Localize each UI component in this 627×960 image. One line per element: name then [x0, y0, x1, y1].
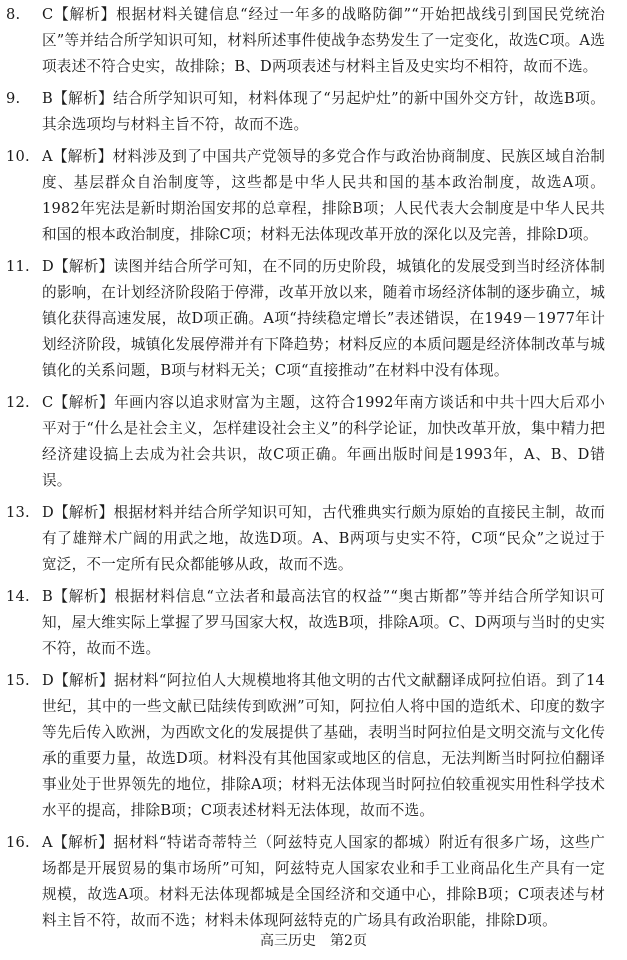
item-explanation: D【解析】根据材料并结合所学知识可知，古代雅典实行颇为原始的直接民主制，故而有了雄辩术广阔的用武之地，故选D项。A、B两项与史实不符，C项“民众”之说过于宽泛，不一定所有民众都能够从政，故而不选。 — [42, 504, 605, 573]
item-explanation: B【解析】结合所学知识可知，材料体现了“另起炉灶”的新中国外交方针，故选B项。其余选项均与材料主旨不符，故而不选。 — [42, 90, 605, 133]
item-number: 16. — [6, 834, 30, 851]
item-number: 9. — [6, 90, 21, 107]
item-explanation: C【解析】根据材料关键信息“经过一年多的战略防御”“开始把战线引到国民党统治区”等并结合所学知识可知，材料所述事件使战争态势发生了一定变化，故选C项。A选项表述不符合史实，故排除；B、D两项表述与材料主旨及史实均不相符，故而不选。 — [42, 6, 605, 75]
answer-item-16 — [6, 830, 605, 934]
answer-item-11 — [6, 254, 605, 384]
item-number: 15. — [6, 672, 30, 689]
item-explanation: C【解析】年画内容以追求财富为主题，这符合1992年南方谈话和中共十四大后邓小平对于“什么是社会主义，怎样建设社会主义”的科学论证，加快改革开放，集中精力把经济建设搞上去成为社会共识，故C项正确。年画出版时间是1993年，A、B、D错误。 — [42, 394, 605, 489]
page-footer: 高三历史 第2页 — [260, 933, 367, 949]
item-explanation: B【解析】根据材料信息“立法者和最高法官的权益”“奥古斯都”等并结合所学知识可知，屋大维实际上掌握了罗马国家大权，故选B项，排除A项。C、D两项与当时的史实不符，故而不选。 — [42, 588, 605, 657]
item-number: 8. — [6, 6, 21, 23]
item-explanation: D【解析】读图并结合所学可知，在不同的历史阶段，城镇化的发展受到当时经济体制的影响，在计划经济阶段陷于停滞，改革开放以来，随着市场经济体制的逐步确立，城镇化获得高速发展，故D项正确。A项“持续稳定增长”表述错误，在1949－1977年计划经济阶段，城镇化发展停滞并有下降趋势；材料反应的本质问题是经济体制改革与城镇化的关系问题，B项与材料无关；C项“直接推动”在材料中没有体现。 — [42, 258, 605, 379]
item-explanation: A【解析】材料涉及到了中国共产党领导的多党合作与政治协商制度、民族区域自治制度、基层群众自治制度等，这些都是中华人民共和国的基本政治制度，故选A项。1982年宪法是新时期治国安邦的总章程，排除B项；人民代表大会制度是中华人民共和国的根本政治制度，排除C项；材料无法体现改革开放的深化以及完善，排除D项。 — [42, 148, 605, 243]
answer-item-12 — [6, 390, 605, 494]
answer-item-9 — [6, 86, 605, 138]
item-number: 11. — [6, 258, 30, 275]
item-explanation: A【解析】据材料“特诺奇蒂特兰（阿兹特克人国家的都城）附近有很多广场，这些广场都是开展贸易的集市场所”可知，阿兹特克人国家农业和手工业商品化生产具有一定规模，故选A项。材料无法体现都城是全国经济和交通中心，排除B项；C项表述与材料主旨不符，故而不选；材料未体现阿兹特克的广场具有政治职能，排除D项。 — [42, 834, 605, 929]
answer-item-15 — [6, 668, 605, 824]
item-number: 13. — [6, 504, 30, 521]
answer-item-14 — [6, 584, 605, 662]
item-number: 14. — [6, 588, 30, 605]
item-number: 10. — [6, 148, 30, 165]
item-explanation: D【解析】据材料“阿拉伯人大规模地将其他文明的古代文献翻译成阿拉伯语。到了14世纪，其中的一些文献已陆续传到欧洲”可知，阿拉伯人将中国的造纸术、印度的数字等先后传入欧洲，为西欧文化的发展提供了基础，表明当时阿拉伯是文明交流与文化传承的重要力量，故选D项。材料没有其他国家或地区的信息，无法判断当时阿拉伯翻译事业处于世界领先的地位，排除A项；材料无法体现当时阿拉伯较重视实用性科学技术水平的提高，排除B项；C项表述材料无法体现，故而不选。 — [42, 672, 605, 819]
item-number: 12. — [6, 394, 30, 411]
answer-item-8 — [6, 2, 605, 80]
answer-item-13 — [6, 500, 605, 578]
answer-item-10 — [6, 144, 605, 248]
